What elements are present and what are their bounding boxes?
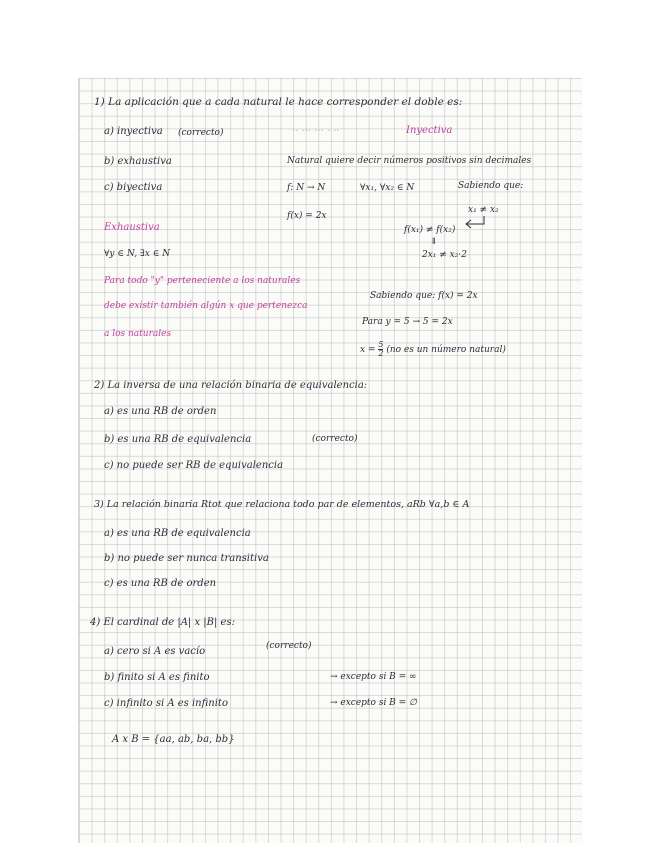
q1-fraction-num: 5 xyxy=(378,340,384,349)
q4-product-set: A x B = {aa, ab, ba, bb} xyxy=(112,734,235,745)
q1-x-eq: x = xyxy=(360,345,376,355)
q1-map: f: N → N xyxy=(287,183,326,193)
q2-option-b-mark: (correcto) xyxy=(312,434,358,444)
q4-option-a: a) cero si A es vacío xyxy=(104,646,206,657)
q2-option-b: b) es una RB de equivalencia xyxy=(104,434,252,445)
q4-option-b: b) finito si A es finito xyxy=(104,672,210,683)
q1-para-y: Para y = 5 → 5 = 2x xyxy=(362,317,453,327)
q4-option-b-note: → excepto si B = ∞ xyxy=(330,672,417,682)
q4-option-c-note: → excepto si B = ∅ xyxy=(330,698,417,708)
q3-option-a: a) es una RB de equivalencia xyxy=(104,528,251,539)
q1-x1-neq-x2: x₁ ≠ x₂ xyxy=(468,205,499,215)
q1-surjective-heading: Exhaustiva xyxy=(104,222,160,233)
q2-question: 2) La inversa de una relación binaria de equivalencia: xyxy=(94,380,368,391)
q1-fx: f(x) = 2x xyxy=(287,211,327,221)
q4-option-c: c) infinito si A es infinito xyxy=(104,698,228,709)
q2-option-a: a) es una RB de orden xyxy=(104,406,217,417)
q4-question: 4) El cardinal de |A| x |B| es: xyxy=(90,617,235,628)
q1-fraction-den: 2 xyxy=(378,349,384,358)
q1-quantifier: ∀y ∈ N, ∃x ∈ N xyxy=(104,249,171,259)
q1-x-solution xyxy=(360,341,506,358)
q3-question: 3) La relación binaria Rtot que relaciona todo par de elementos, aRb ∀a,b ∈ A xyxy=(94,499,470,510)
q1-forall: ∀x₁, ∀x₂ ∈ N xyxy=(360,183,415,193)
q2-option-c: c) no puede ser RB de equivalencia xyxy=(104,460,284,471)
q1-para-line3: a los naturales xyxy=(104,329,172,339)
q1-down-arrow: ⇓ xyxy=(430,237,438,247)
q1-fraction xyxy=(378,341,383,358)
q1-knowing: Sabiendo que: xyxy=(458,181,524,191)
q1-option-a: a) inyectiva xyxy=(104,126,163,137)
q1-natural-note: Natural quiere decir números positivos sin decimales xyxy=(287,156,532,166)
q1-para-line1: Para todo "y" perteneciente a los naturales xyxy=(104,276,301,286)
q3-option-c: c) es una RB de orden xyxy=(104,578,217,589)
q1-option-a-mark: (correcto) xyxy=(178,128,224,138)
q1-injective-heading: Inyectiva xyxy=(406,125,453,136)
q4-option-a-mark: (correcto) xyxy=(266,641,312,651)
q1-x-note: (no es un número natural) xyxy=(386,345,506,355)
q1-return-arrow-icon xyxy=(462,214,488,230)
q1-neq-2x: 2x₁ ≠ x₂·2 xyxy=(422,250,467,260)
q1-option-c: c) biyectiva xyxy=(104,182,163,193)
q1-knowing-2: Sabiendo que: f(x) = 2x xyxy=(370,291,478,301)
q1-f-neq: f(x₁) ≠ f(x₂) xyxy=(404,225,456,235)
q1-faded-text: ·· ··· ··· · ·· xyxy=(292,126,340,137)
q1-option-b: b) exhaustiva xyxy=(104,156,172,167)
q1-question: 1) La aplicación que a cada natural le hace corresponder el doble es: xyxy=(94,96,463,108)
q3-option-b: b) no puede ser nunca transitiva xyxy=(104,553,269,564)
q1-para-line2: debe existir también algún x que pertenezca xyxy=(104,301,308,311)
